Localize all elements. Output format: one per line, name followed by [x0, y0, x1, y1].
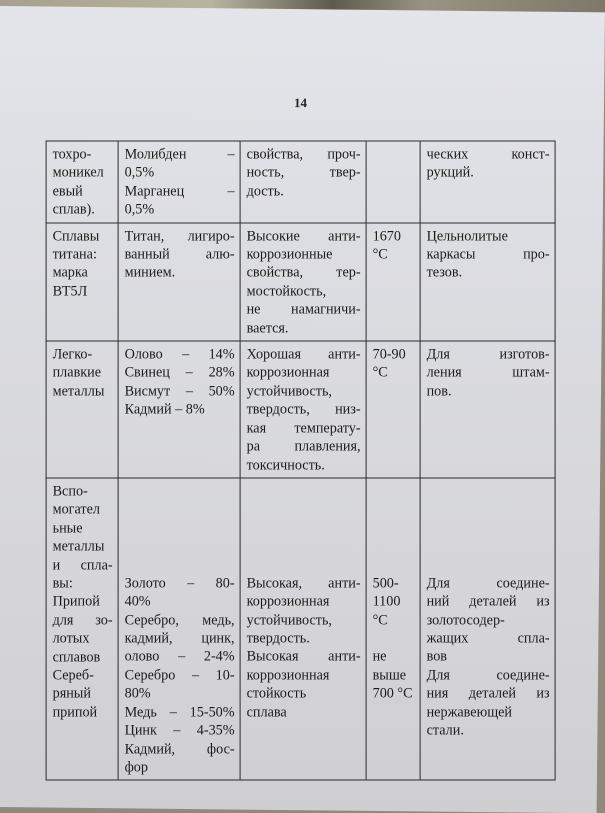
- cell-text-line: жащих спла-: [426, 630, 550, 647]
- cell-text-line: титана:: [52, 246, 97, 263]
- cell-text-line: рукций.: [426, 164, 474, 181]
- cell-text-line: Легко-: [52, 346, 93, 363]
- blank-line: [373, 630, 415, 648]
- cell-text-line: вы:: [52, 575, 73, 592]
- cell-text-line: Золото – 80-: [124, 575, 235, 592]
- composition-cell: [118, 223, 240, 341]
- cell-text-line: для зо-: [52, 612, 113, 629]
- cell-text-line: ления штам-: [426, 364, 550, 381]
- cell-text-line: ний деталей из: [426, 593, 550, 610]
- cell-text-line: мостойкость,: [246, 283, 327, 300]
- cell-text-line: устойчивость,: [246, 383, 332, 400]
- table-row: [46, 141, 555, 223]
- blank-line: [373, 556, 415, 574]
- cell-text-line: лотых: [52, 630, 90, 647]
- blank-line: [247, 556, 361, 574]
- blank-line: [427, 501, 550, 519]
- composition-cell: [118, 478, 240, 780]
- cell-text-line: каркасы про-: [426, 246, 550, 263]
- cell-text-line: Высокая анти-: [246, 648, 361, 665]
- cell-text-line: плавкие: [52, 364, 102, 381]
- cell-text-line: 1670: [372, 228, 401, 245]
- cell-text-line: ческих конст-: [426, 146, 550, 163]
- table-row: [46, 478, 555, 780]
- cell-text-line: 40%: [124, 593, 151, 610]
- cell-text-line: Для соедине-: [426, 667, 550, 684]
- cell-text-line: токсичность.: [246, 456, 325, 473]
- cell-text-line: коррозионные: [246, 246, 333, 263]
- cell-text-line: 1100: [372, 593, 401, 610]
- cell-text-line: Медь – 15-50%: [124, 704, 235, 721]
- table-row: [46, 341, 555, 478]
- properties-cell: [240, 141, 366, 223]
- cell-text-line: 80%: [124, 685, 151, 702]
- cell-text-line: твердость.: [246, 630, 310, 647]
- cell-text-line: не намагничи-: [246, 301, 361, 318]
- blank-line: [373, 482, 415, 500]
- application-cell: [420, 341, 555, 478]
- cell-text-line: Серебро – 10-: [124, 667, 235, 684]
- melting-point-cell: [366, 341, 420, 478]
- blank-line: [125, 501, 235, 519]
- cell-text-line: ьные: [52, 520, 83, 537]
- cell-text-line: Висмут – 50%: [124, 383, 235, 400]
- cell-text-line: 700 °С: [372, 685, 413, 702]
- material-cell: [46, 478, 118, 780]
- cell-text-line: дость.: [246, 183, 284, 200]
- blank-line: [125, 556, 235, 574]
- application-cell: [420, 141, 555, 223]
- cell-text-line: коррозионная: [246, 593, 330, 610]
- cell-text-line: припой: [52, 704, 98, 721]
- cell-text-line: нержавеющей: [426, 704, 513, 721]
- cell-text-line: Марганец –: [124, 183, 235, 200]
- blank-line: [373, 519, 415, 537]
- cell-text-line: Высокая, анти-: [246, 575, 361, 592]
- cell-text-line: Свинец – 28%: [124, 364, 235, 381]
- blank-line: [125, 538, 235, 556]
- cell-text-line: Для соедине-: [426, 575, 550, 592]
- application-cell: [420, 223, 555, 341]
- blank-line: [247, 538, 361, 556]
- cell-text-line: выше: [372, 667, 407, 684]
- cell-text-line: ра плавления,: [246, 438, 361, 455]
- cell-text-line: ния деталей из: [426, 685, 550, 702]
- cell-text-line: ность, твер-: [246, 164, 361, 181]
- cell-text-line: 500-: [372, 575, 399, 592]
- cell-text-line: тохро-: [52, 146, 92, 163]
- cell-text-line: сплав).: [52, 201, 95, 218]
- melting-point-cell: [366, 141, 420, 223]
- cell-text-line: Для изготов-: [426, 346, 550, 363]
- document-page: [0, 6, 605, 813]
- material-cell: [46, 223, 118, 341]
- cell-text-line: Кадмий – 8%: [124, 401, 205, 418]
- cell-text-line: Молибден –: [124, 146, 235, 163]
- cell-text-line: минием.: [124, 264, 176, 281]
- cell-text-line: кадмий, цинк,: [124, 630, 235, 647]
- cell-text-line: сплава: [246, 704, 287, 721]
- cell-text-line: Хорошая анти-: [246, 346, 361, 363]
- cell-text-line: пов.: [426, 383, 452, 400]
- blank-line: [427, 538, 550, 556]
- cell-text-line: олово – 2-4%: [124, 648, 235, 665]
- cell-text-line: Цельнолитые: [426, 228, 508, 245]
- blank-line: [125, 482, 235, 500]
- cell-text-line: Сплавы: [52, 228, 100, 245]
- cell-text-line: Олово – 14%: [124, 346, 235, 363]
- cell-text-line: устойчивость,: [246, 612, 332, 629]
- cell-text-line: Вспо-: [52, 483, 88, 500]
- cell-text-line: кая температу-: [246, 420, 361, 437]
- cell-text-line: 70-90: [372, 346, 406, 363]
- cell-text-line: сплавов: [52, 649, 101, 666]
- composition-cell: [118, 341, 240, 478]
- cell-text-line: Припой: [52, 593, 100, 610]
- cell-text-line: ВТ5Л: [52, 283, 88, 300]
- blank-line: [373, 501, 415, 519]
- cell-text-line: Титан, лигиро-: [124, 228, 235, 245]
- cell-text-line: свойства, тер-: [246, 264, 361, 281]
- page-number: 14: [293, 95, 308, 111]
- cell-text-line: коррозионная: [246, 364, 330, 381]
- table-body: [46, 141, 555, 780]
- cell-text-line: 0,5%: [124, 201, 155, 218]
- blank-line: [247, 519, 361, 537]
- cell-text-line: коррозионная: [246, 667, 330, 684]
- cell-text-line: твердость, низ-: [246, 401, 361, 418]
- melting-point-cell: [366, 478, 420, 780]
- cell-text-line: золотосодер-: [426, 612, 505, 629]
- cell-text-line: моникел: [52, 164, 104, 181]
- cell-text-line: ряный: [52, 685, 91, 702]
- blank-line: [125, 519, 235, 537]
- cell-text-line: стали.: [426, 722, 464, 739]
- cell-text-line: Цинк – 4-35%: [124, 722, 235, 739]
- cell-text-line: металлы: [52, 538, 105, 555]
- cell-text-line: вов: [426, 648, 448, 665]
- application-cell: [420, 478, 555, 780]
- cell-text-line: тезов.: [426, 264, 463, 281]
- material-cell: [46, 341, 118, 478]
- cell-text-line: Серебро, медь,: [124, 612, 235, 629]
- cell-text-line: °С: [372, 364, 388, 381]
- cell-text-line: стойкость: [246, 685, 307, 702]
- blank-line: [247, 482, 361, 500]
- cell-text-line: металлы: [52, 383, 105, 400]
- cell-text-line: ванный алю-: [124, 246, 235, 263]
- blank-line: [427, 482, 550, 500]
- material-cell: [46, 141, 118, 223]
- cell-text-line: марка: [52, 264, 88, 281]
- properties-cell: [240, 478, 366, 780]
- cell-text-line: Сереб-: [52, 667, 94, 684]
- materials-table: [46, 140, 556, 780]
- blank-line: [373, 538, 415, 556]
- cell-text-line: 0,5%: [124, 164, 155, 181]
- properties-cell: [240, 341, 366, 478]
- table-row: [46, 223, 555, 341]
- cell-text-line: Высокие анти-: [246, 228, 361, 245]
- blank-line: [427, 519, 550, 537]
- properties-cell: [240, 223, 366, 341]
- cell-text-line: °С: [372, 246, 388, 263]
- composition-cell: [118, 141, 240, 223]
- cell-text-line: свойства, проч-: [246, 146, 361, 163]
- cell-text-line: фор: [124, 759, 148, 776]
- blank-line: [247, 501, 361, 519]
- blank-line: [427, 556, 550, 574]
- cell-text-line: Кадмий, фос-: [124, 741, 235, 758]
- cell-text-line: не: [372, 648, 387, 665]
- cell-text-line: и спла-: [52, 557, 113, 574]
- cell-text-line: °С: [372, 612, 388, 629]
- cell-text-line: евый: [52, 183, 83, 200]
- cell-text-line: вается.: [246, 320, 289, 337]
- cell-text-line: могател: [52, 501, 101, 518]
- melting-point-cell: [366, 223, 420, 341]
